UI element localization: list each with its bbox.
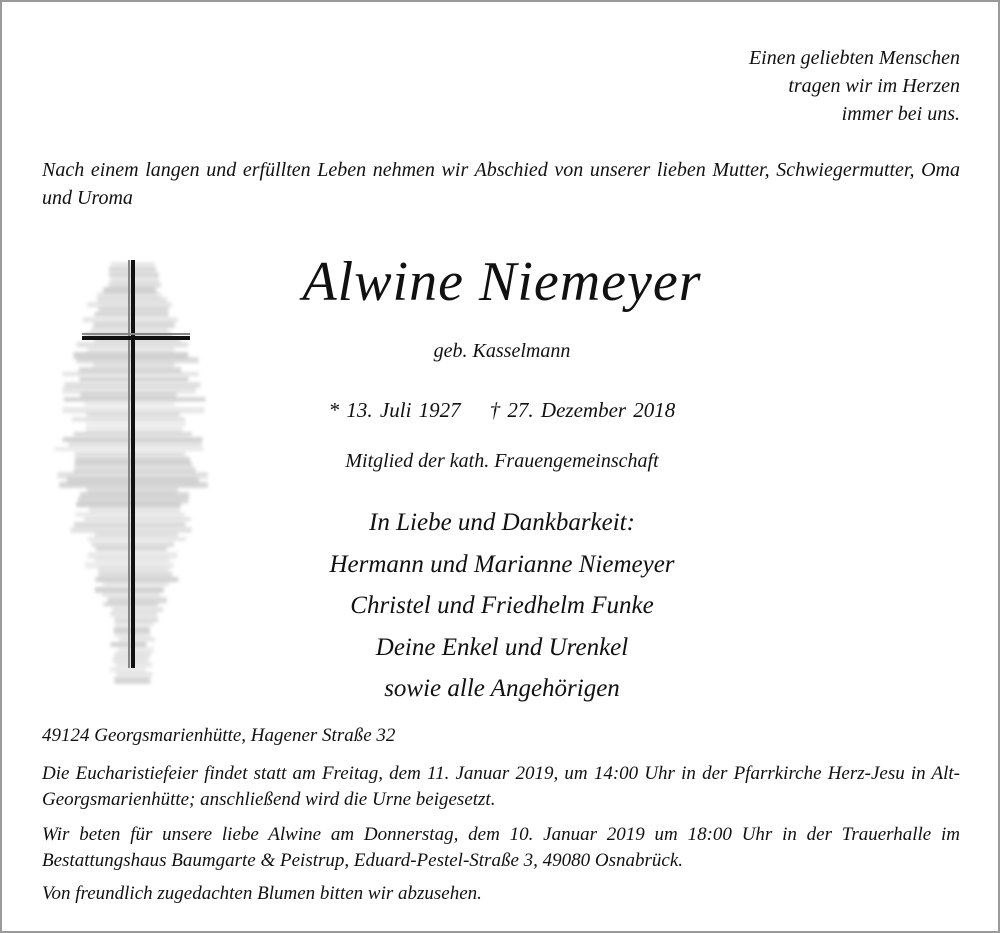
membership: Mitglied der kath. Frauengemeinschaft: [345, 450, 659, 472]
deceased-name: Alwine Niemeyer: [302, 251, 702, 313]
mourner-line: sowie alle Angehörigen: [384, 675, 620, 702]
prayer-info: Wir beten für unsere liebe Alwine am Donnerstag, dem 10. Januar 2019 um 18:00 Uhr in der Trauerhalle im Bestattungshaus Baumgarte & Peistrup, Eduard-Pestel-Straße 3, 49080 Osnabrück.: [42, 824, 960, 871]
intro-text: Nach einem langen und erfüllten Leben nehmen wir Abschied von unserer lieben Mutter, Schwiegermutter, Oma und Uroma: [42, 159, 960, 209]
mourner-line: Christel und Friedhelm Funke: [350, 592, 654, 619]
service-info: Die Eucharistiefeier findet statt am Freitag, dem 11. Januar 2019, um 14:00 Uhr in der Pfarrkirche Herz-Jesu in Alt-Georgsmarienhütte; anschließend wird die Urne beigesetzt.: [42, 763, 960, 810]
mourners-heading: In Liebe und Dankbarkeit:: [369, 509, 635, 536]
address: 49124 Georgsmarienhütte, Hagener Straße 32: [42, 725, 396, 746]
life-dates: [202, 398, 802, 423]
birth-date: * 13. Juli 1927: [328, 398, 461, 422]
motto-line: tragen wir im Herzen: [788, 75, 960, 97]
mourners-list: [202, 502, 802, 710]
motto: [749, 44, 960, 128]
flowers-note: Von freundlich zugedachten Blumen bitten wir abzusehen.: [42, 883, 482, 904]
cross-icon: [40, 252, 220, 692]
motto-line: immer bei uns.: [841, 103, 960, 125]
maiden-name: geb. Kasselmann: [433, 340, 571, 362]
mourner-line: Deine Enkel und Urenkel: [375, 633, 629, 661]
motto-line: Einen geliebten Menschen: [748, 47, 960, 69]
mourner-line: Hermann und Marianne Niemeyer: [329, 550, 675, 578]
death-date: † 27. Dezember 2018: [489, 398, 676, 422]
